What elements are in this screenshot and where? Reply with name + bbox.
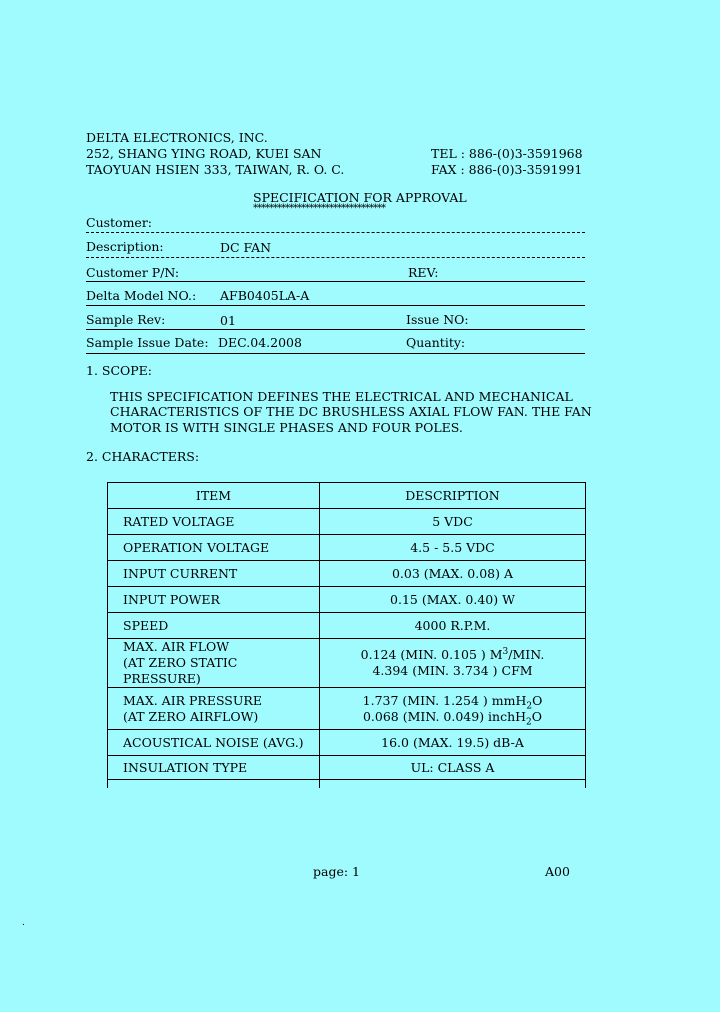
item-line: MAX. AIR PRESSURE <box>123 692 262 708</box>
address-line-1: 252, SHANG YING ROAD, KUEI SAN <box>86 146 322 161</box>
item-line: (AT ZERO AIRFLOW) <box>123 708 259 724</box>
item-cell: SPEED <box>108 613 320 639</box>
description-cell: UL: CLASS A <box>320 756 586 780</box>
description-value: DC FAN <box>220 240 272 255</box>
divider <box>86 353 585 354</box>
subscript: 2 <box>526 701 533 711</box>
description-line <box>320 709 585 725</box>
characters-heading: 2. CHARACTERS: <box>86 449 200 464</box>
table-row <box>108 688 586 730</box>
divider <box>86 281 585 282</box>
scope-line: MOTOR IS WITH SINGLE PHASES AND FOUR POLES. <box>110 420 463 435</box>
stray-dot: . <box>22 918 25 928</box>
fax-number: FAX : 886-(0)3-3591991 <box>431 162 583 177</box>
issue-date-label: Sample Issue Date: <box>86 335 209 350</box>
model-label: Delta Model NO.: <box>86 288 197 303</box>
divider <box>86 329 585 330</box>
table-row <box>108 535 586 561</box>
model-value: AFB0405LA-A <box>220 288 310 303</box>
table-row <box>108 561 586 587</box>
description-text: 1.737 (MIN. 1.254 ) mmH <box>362 692 527 708</box>
description-label: Description: <box>86 239 164 254</box>
description-text: /MIN. <box>508 647 545 662</box>
address-line-2: TAOYUAN HSIEN 333, TAIWAN, R. O. C. <box>86 162 345 177</box>
table-row-continuation <box>108 780 586 788</box>
item-cell: INPUT CURRENT <box>108 561 320 587</box>
table-row <box>108 509 586 535</box>
divider <box>86 257 585 258</box>
description-line <box>320 647 585 663</box>
customer-pn-label: Customer P/N: <box>86 265 180 280</box>
scope-heading: 1. SCOPE: <box>86 363 153 378</box>
empty-cell <box>108 780 320 788</box>
table-row <box>108 756 586 780</box>
table-row <box>108 639 586 688</box>
scope-line: CHARACTERISTICS OF THE DC BRUSHLESS AXIAL FLOW FAN. THE FAN <box>110 404 592 419</box>
tel-number: TEL : 886-(0)3-3591968 <box>431 146 583 161</box>
description-cell <box>320 688 586 730</box>
description-text: 0.068 (MIN. 0.049) inchH <box>362 708 527 724</box>
item-cell: INPUT POWER <box>108 587 320 613</box>
document-title: SPECIFICATION FOR APPROVAL <box>253 190 467 205</box>
description-cell: 0.03 (MAX. 0.08) A <box>320 561 586 587</box>
description-line <box>320 693 585 709</box>
quantity-label: Quantity: <box>406 335 466 350</box>
issue-date-value: DEC.04.2008 <box>218 335 302 350</box>
table-row <box>108 730 586 756</box>
description-text: O <box>531 708 543 724</box>
sample-rev-label: Sample Rev: <box>86 312 166 327</box>
description-line: 4.394 (MIN. 3.734 ) CFM <box>372 663 533 678</box>
table-row <box>108 613 586 639</box>
table-row <box>108 587 586 613</box>
description-cell: 16.0 (MAX. 19.5) dB-A <box>320 730 586 756</box>
description-text: O <box>532 692 543 708</box>
title-underline: ********************************* <box>253 203 385 214</box>
item-cell: ACOUSTICAL NOISE (AVG.) <box>108 730 320 756</box>
item-cell <box>108 688 320 730</box>
item-cell: RATED VOLTAGE <box>108 509 320 535</box>
subscript: 2 <box>526 717 532 727</box>
description-text: 0.124 (MIN. 0.105 ) M <box>360 647 503 662</box>
divider <box>86 232 585 233</box>
issue-no-label: Issue NO: <box>406 312 469 327</box>
superscript: 3 <box>502 646 509 657</box>
item-cell: INSULATION TYPE <box>108 756 320 780</box>
description-cell: 0.15 (MAX. 0.40) W <box>320 587 586 613</box>
customer-label: Customer: <box>86 215 153 230</box>
characters-table <box>107 482 586 788</box>
sample-rev-value: 01 <box>220 313 236 328</box>
table-header-row <box>108 483 586 509</box>
empty-cell <box>320 780 586 788</box>
page-number: page: 1 <box>313 864 360 879</box>
revision-code: A00 <box>545 864 570 879</box>
item-line: MAX. AIR FLOW <box>123 639 230 654</box>
scope-line: THIS SPECIFICATION DEFINES THE ELECTRICAL AND MECHANICAL <box>110 389 573 404</box>
rev-label: REV: <box>408 265 439 280</box>
description-cell: 4.5 - 5.5 VDC <box>320 535 586 561</box>
description-cell <box>320 639 586 688</box>
item-cell <box>108 639 320 688</box>
divider <box>86 305 585 306</box>
description-cell: 4000 R.P.M. <box>320 613 586 639</box>
description-cell: 5 VDC <box>320 509 586 535</box>
company-name: DELTA ELECTRONICS, INC. <box>86 130 268 145</box>
column-header-item: ITEM <box>108 483 320 509</box>
item-cell: OPERATION VOLTAGE <box>108 535 320 561</box>
column-header-description: DESCRIPTION <box>320 483 586 509</box>
item-line: (AT ZERO STATIC PRESSURE) <box>123 655 238 686</box>
